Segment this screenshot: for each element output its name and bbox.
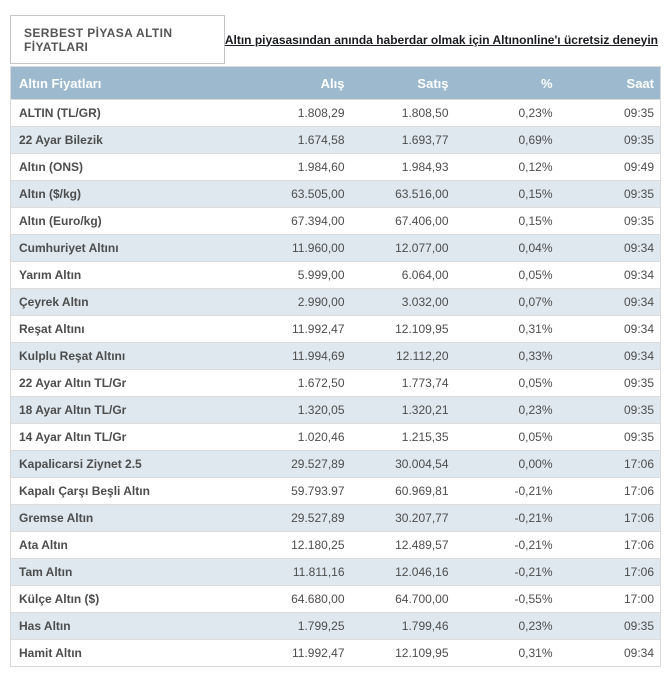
alis-cell: 29.527,89 xyxy=(219,451,353,478)
satis-cell: 30.004,54 xyxy=(353,451,457,478)
table-row[interactable] xyxy=(11,424,661,451)
gold-name-cell: 22 Ayar Bilezik xyxy=(11,127,219,154)
time-cell: 09:34 xyxy=(561,316,661,343)
gold-name-cell: Altın ($/kg) xyxy=(11,181,219,208)
satis-cell: 63.516,00 xyxy=(353,181,457,208)
percent-cell: -0,21% xyxy=(457,505,561,532)
percent-cell: -0,55% xyxy=(457,586,561,613)
table-row[interactable] xyxy=(11,370,661,397)
alis-cell: 63.505,00 xyxy=(219,181,353,208)
table-row[interactable] xyxy=(11,343,661,370)
gold-name-cell: 22 Ayar Altın TL/Gr xyxy=(11,370,219,397)
header-alis: Alış xyxy=(219,67,353,100)
percent-cell: 0,05% xyxy=(457,370,561,397)
table-row[interactable] xyxy=(11,208,661,235)
table-row[interactable] xyxy=(11,478,661,505)
satis-cell: 1.773,74 xyxy=(353,370,457,397)
time-cell: 09:34 xyxy=(561,235,661,262)
alis-cell: 64.680,00 xyxy=(219,586,353,613)
satis-cell: 67.406,00 xyxy=(353,208,457,235)
time-cell: 09:49 xyxy=(561,154,661,181)
alis-cell: 1.808,29 xyxy=(219,100,353,127)
time-cell: 17:00 xyxy=(561,586,661,613)
table-row[interactable] xyxy=(11,505,661,532)
gold-name-cell: 14 Ayar Altın TL/Gr xyxy=(11,424,219,451)
satis-cell: 1.808,50 xyxy=(353,100,457,127)
table-row[interactable] xyxy=(11,235,661,262)
percent-cell: 0,12% xyxy=(457,154,561,181)
satis-cell: 30.207,77 xyxy=(353,505,457,532)
tab-serbest-piyasa[interactable]: SERBEST PİYASA ALTIN FİYATLARI xyxy=(10,15,225,64)
gold-name-cell: Külçe Altın ($) xyxy=(11,586,219,613)
table-row[interactable] xyxy=(11,532,661,559)
alis-cell: 1.320,05 xyxy=(219,397,353,424)
alis-cell: 5.999,00 xyxy=(219,262,353,289)
gold-name-cell: Kapalicarsi Ziynet 2.5 xyxy=(11,451,219,478)
satis-cell: 64.700,00 xyxy=(353,586,457,613)
alis-cell: 12.180,25 xyxy=(219,532,353,559)
satis-cell: 3.032,00 xyxy=(353,289,457,316)
gold-table-body xyxy=(11,100,661,667)
table-row[interactable] xyxy=(11,451,661,478)
alis-cell: 59.793.97 xyxy=(219,478,353,505)
satis-cell: 1.320,21 xyxy=(353,397,457,424)
header-satis: Satış xyxy=(353,67,457,100)
time-cell: 09:35 xyxy=(561,100,661,127)
table-row[interactable] xyxy=(11,559,661,586)
altinonline-promo-link[interactable]: Altın piyasasından anında haberdar olmak için Altınonline'ı ücretsiz deneyin xyxy=(224,32,658,47)
table-row[interactable] xyxy=(11,613,661,640)
alis-cell: 1.799,25 xyxy=(219,613,353,640)
top-header-bar xyxy=(10,15,660,64)
percent-cell: 0,33% xyxy=(457,343,561,370)
alis-cell: 1.020,46 xyxy=(219,424,353,451)
gold-name-cell: Yarım Altın xyxy=(11,262,219,289)
time-cell: 09:35 xyxy=(561,181,661,208)
gold-name-cell: Gremse Altın xyxy=(11,505,219,532)
time-cell: 09:35 xyxy=(561,370,661,397)
percent-cell: 0,15% xyxy=(457,208,561,235)
alis-cell: 11.994,69 xyxy=(219,343,353,370)
percent-cell: 0,07% xyxy=(457,289,561,316)
gold-name-cell: Altın (Euro/kg) xyxy=(11,208,219,235)
satis-cell: 12.077,00 xyxy=(353,235,457,262)
alis-cell: 11.811,16 xyxy=(219,559,353,586)
alis-cell: 67.394,00 xyxy=(219,208,353,235)
percent-cell: 0,23% xyxy=(457,397,561,424)
satis-cell: 1.799,46 xyxy=(353,613,457,640)
table-row[interactable] xyxy=(11,586,661,613)
time-cell: 09:34 xyxy=(561,343,661,370)
time-cell: 17:06 xyxy=(561,559,661,586)
percent-cell: -0,21% xyxy=(457,532,561,559)
satis-cell: 12.109,95 xyxy=(353,640,457,667)
time-cell: 09:35 xyxy=(561,424,661,451)
alis-cell: 11.992,47 xyxy=(219,316,353,343)
percent-cell: 0,31% xyxy=(457,316,561,343)
gold-name-cell: Çeyrek Altın xyxy=(11,289,219,316)
satis-cell: 1.215,35 xyxy=(353,424,457,451)
time-cell: 17:06 xyxy=(561,478,661,505)
table-row[interactable] xyxy=(11,100,661,127)
time-cell: 17:06 xyxy=(561,451,661,478)
alis-cell: 11.960,00 xyxy=(219,235,353,262)
table-row[interactable] xyxy=(11,289,661,316)
gold-name-cell: ALTIN (TL/GR) xyxy=(11,100,219,127)
gold-name-cell: Hamit Altın xyxy=(11,640,219,667)
satis-cell: 60.969,81 xyxy=(353,478,457,505)
gold-name-cell: Reşat Altını xyxy=(11,316,219,343)
gold-name-cell: 18 Ayar Altın TL/Gr xyxy=(11,397,219,424)
table-row[interactable] xyxy=(11,127,661,154)
time-cell: 09:34 xyxy=(561,262,661,289)
percent-cell: 0,23% xyxy=(457,613,561,640)
percent-cell: 0,00% xyxy=(457,451,561,478)
header-percent: % xyxy=(457,67,561,100)
gold-name-cell: Cumhuriyet Altını xyxy=(11,235,219,262)
percent-cell: 0,04% xyxy=(457,235,561,262)
gold-prices-table xyxy=(10,66,661,667)
time-cell: 09:35 xyxy=(561,613,661,640)
gold-name-cell: Kapalı Çarşı Beşli Altın xyxy=(11,478,219,505)
time-cell: 09:35 xyxy=(561,397,661,424)
table-row[interactable] xyxy=(11,316,661,343)
table-row[interactable] xyxy=(11,397,661,424)
alis-cell: 29.527,89 xyxy=(219,505,353,532)
table-row[interactable] xyxy=(11,262,661,289)
gold-name-cell: Has Altın xyxy=(11,613,219,640)
satis-cell: 6.064,00 xyxy=(353,262,457,289)
time-cell: 09:34 xyxy=(561,289,661,316)
satis-cell: 12.112,20 xyxy=(353,343,457,370)
table-row[interactable] xyxy=(11,181,661,208)
alis-cell: 1.672,50 xyxy=(219,370,353,397)
satis-cell: 12.109,95 xyxy=(353,316,457,343)
percent-cell: 0,69% xyxy=(457,127,561,154)
time-cell: 17:06 xyxy=(561,505,661,532)
percent-cell: -0,21% xyxy=(457,478,561,505)
satis-cell: 1.984,93 xyxy=(353,154,457,181)
percent-cell: 0,05% xyxy=(457,424,561,451)
satis-cell: 1.693,77 xyxy=(353,127,457,154)
alis-cell: 1.984,60 xyxy=(219,154,353,181)
gold-name-cell: Tam Altın xyxy=(11,559,219,586)
time-cell: 09:35 xyxy=(561,208,661,235)
table-header xyxy=(11,67,661,100)
gold-name-cell: Ata Altın xyxy=(11,532,219,559)
gold-name-cell: Kulplu Reşat Altını xyxy=(11,343,219,370)
table-row[interactable] xyxy=(11,154,661,181)
time-cell: 17:06 xyxy=(561,532,661,559)
percent-cell: 0,31% xyxy=(457,640,561,667)
percent-cell: -0,21% xyxy=(457,559,561,586)
satis-cell: 12.046,16 xyxy=(353,559,457,586)
percent-cell: 0,23% xyxy=(457,100,561,127)
satis-cell: 12.489,57 xyxy=(353,532,457,559)
table-row[interactable] xyxy=(11,640,661,667)
header-saat: Saat xyxy=(561,67,661,100)
alis-cell: 2.990,00 xyxy=(219,289,353,316)
time-cell: 09:35 xyxy=(561,127,661,154)
percent-cell: 0,15% xyxy=(457,181,561,208)
header-altin-fiyatlari: Altın Fiyatları xyxy=(11,67,219,100)
percent-cell: 0,05% xyxy=(457,262,561,289)
alis-cell: 1.674,58 xyxy=(219,127,353,154)
time-cell: 09:34 xyxy=(561,640,661,667)
gold-name-cell: Altın (ONS) xyxy=(11,154,219,181)
alis-cell: 11.992,47 xyxy=(219,640,353,667)
